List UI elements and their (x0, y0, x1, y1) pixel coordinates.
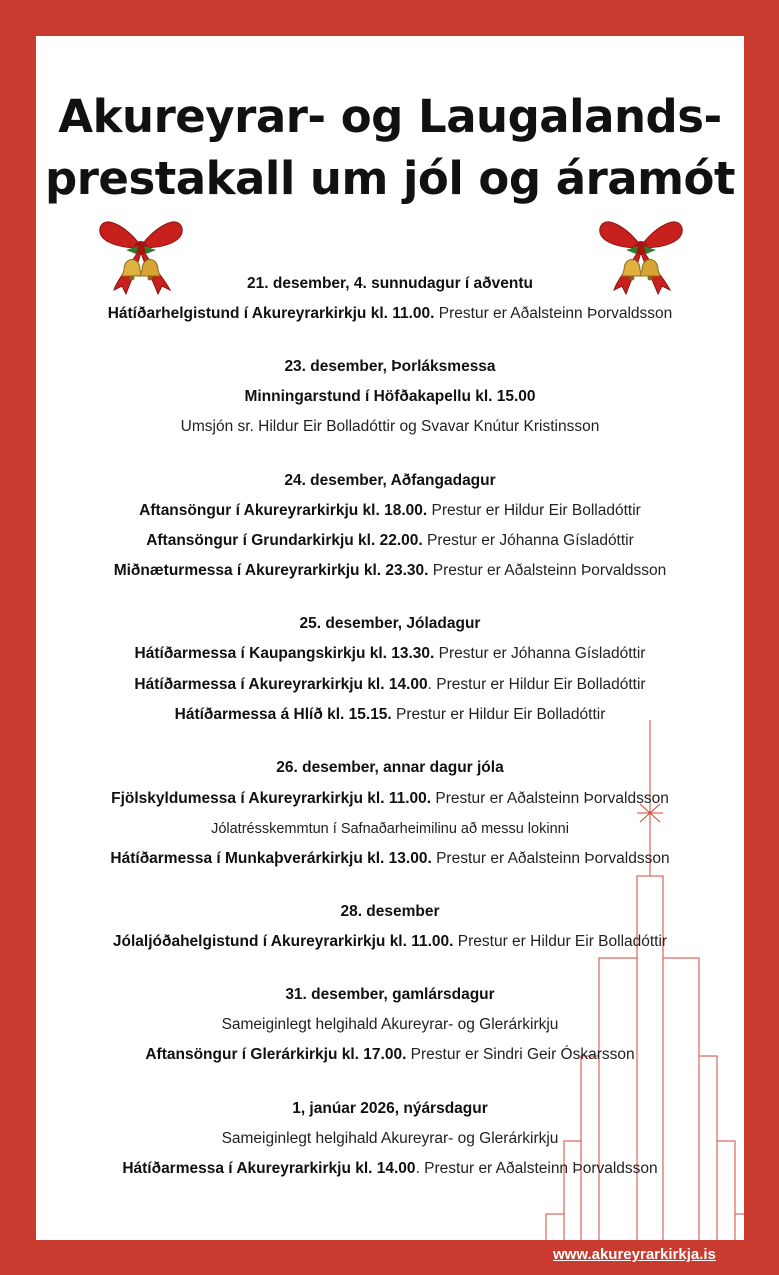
service-title: Hátíðarhelgistund í Akureyrarkirkju kl. 11.00. (107, 305, 435, 322)
day-heading: 23. desember, Þorláksmessa (284, 358, 496, 375)
service-detail: Prestur er Hildur Eir Bolladóttir (453, 933, 668, 950)
service-detail: Prestur er Aðalsteinn Þorvaldsson (434, 305, 673, 322)
service-title: Hátíðarmessa á Hlíð kl. 15.15. (174, 706, 392, 723)
service-detail: Prestur er Aðalsteinn Þorvaldsson (431, 850, 670, 867)
service-item (36, 932, 744, 952)
service-detail: . Prestur er Aðalsteinn Þorvaldsson (415, 1160, 658, 1177)
service-item (36, 1129, 744, 1149)
service-item (36, 417, 744, 437)
service-title: Aftansöngur í Glerárkirkju kl. 17.00. (145, 1046, 407, 1063)
service-item (36, 1045, 744, 1065)
service-detail: Sameiginlegt helgihald Akureyrar- og Glerárkirkju (221, 1016, 559, 1033)
title-line-1: Akureyrar- og Laugalands- (58, 90, 722, 143)
service-schedule (36, 36, 744, 1240)
service-item (36, 1015, 744, 1035)
service-item (36, 789, 744, 809)
day-heading: 25. desember, Jóladagur (299, 615, 481, 632)
service-detail: Prestur er Aðalsteinn Þorvaldsson (428, 562, 667, 579)
service-item (36, 644, 744, 664)
service-title: Fjölskyldumessa í Akureyrarkirkju kl. 11.00. (111, 790, 432, 807)
day-heading: 1, janúar 2026, nýársdagur (292, 1100, 488, 1117)
day-heading: 28. desember (340, 903, 440, 920)
service-detail: Prestur er Hildur Eir Bolladóttir (427, 502, 641, 519)
service-detail: Prestur er Jóhanna Gísladóttir (422, 532, 634, 549)
service-item (36, 304, 744, 324)
service-item (36, 531, 744, 551)
service-title: Aftansöngur í Grundarkirkju kl. 22.00. (146, 532, 423, 549)
day-heading: 31. desember, gamlársdagur (285, 986, 495, 1003)
day-heading: 26. desember, annar dagur jóla (276, 759, 504, 776)
service-detail: Prestur er Aðalsteinn Þorvaldsson (431, 790, 669, 807)
service-item (36, 705, 744, 725)
service-title: Aftansöngur í Akureyrarkirkju kl. 18.00. (139, 502, 428, 519)
service-item (36, 675, 744, 695)
service-title: Hátíðarmessa í Akureyrarkirkju kl. 14.00 (134, 676, 428, 693)
service-item (36, 819, 744, 839)
service-title: Minningarstund í Höfðakapellu kl. 15.00 (244, 388, 536, 405)
service-detail: Umsjón sr. Hildur Eir Bolladóttir og Svavar Knútur Kristinsson (180, 418, 600, 435)
title-line-2: prestakall um jól og áramót (45, 152, 735, 205)
service-item (36, 1159, 744, 1179)
day-heading: 21. desember, 4. sunnudagur í aðventu (247, 275, 533, 292)
service-title: Miðnæturmessa í Akureyrarkirkju kl. 23.30. (113, 562, 429, 579)
service-title: Hátíðarmessa í Munkaþverárkirkju kl. 13.00. (110, 850, 432, 867)
service-item (36, 849, 744, 869)
service-title: Jólaljóðahelgistund í Akureyrarkirkju kl. 11.00. (112, 933, 454, 950)
service-detail: Prestur er Hildur Eir Bolladóttir (391, 706, 606, 723)
website-link[interactable]: www.akureyrarkirkja.is (553, 1246, 716, 1263)
service-item (36, 561, 744, 581)
service-detail: Prestur er Jóhanna Gísladóttir (434, 645, 646, 662)
service-item (36, 501, 744, 521)
service-title: Hátíðarmessa í Akureyrarkirkju kl. 14.00 (122, 1160, 416, 1177)
service-detail: . Prestur er Hildur Eir Bolladóttir (427, 676, 646, 693)
day-heading: 24. desember, Aðfangadagur (284, 472, 496, 489)
service-detail: Sameiginlegt helgihald Akureyrar- og Glerárkirkju (221, 1130, 559, 1147)
service-title: Hátíðarmessa í Kaupangskirkju kl. 13.30. (134, 645, 435, 662)
service-item (36, 387, 744, 407)
service-detail: Jólatrésskemmtun í Safnaðarheimilinu að messu lokinni (211, 821, 569, 837)
poster-card (36, 36, 744, 1240)
service-detail: Prestur er Sindri Geir Óskarsson (406, 1046, 635, 1063)
